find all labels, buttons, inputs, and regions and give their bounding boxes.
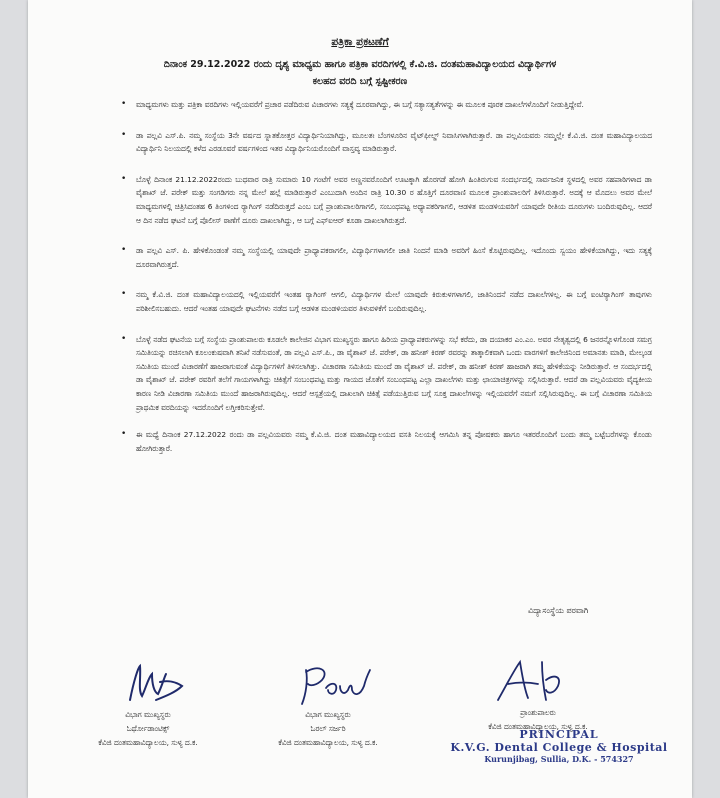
document-title: ಪತ್ರಿಕಾ ಪ್ರಕಟಣೆಗೆ bbox=[331, 36, 389, 48]
paragraph bbox=[28, 98, 692, 112]
signatory-title: ಪ್ರಾಂಶುಪಾಲರು bbox=[520, 708, 556, 717]
stamp-institution: K.V.G. Dental College & Hospital bbox=[450, 741, 668, 754]
paragraph bbox=[28, 288, 692, 315]
bullet-icon: • bbox=[121, 289, 127, 300]
stamp-address: Kurunjibag, Sullia, D.K. - 574327 bbox=[484, 754, 634, 764]
document-subtitle bbox=[98, 56, 622, 90]
bullet-icon: • bbox=[121, 429, 127, 440]
bullet-icon: • bbox=[121, 245, 127, 256]
signature-block-principal bbox=[458, 656, 618, 734]
document-page bbox=[28, 0, 692, 798]
paragraph-text: ನಮ್ಮ ಕೆ.ವಿ.ಜಿ. ದಂತ ಮಹಾವಿದ್ಯಾಲಯದಲ್ಲಿ ಇಲ್ಲಿಯವರೆಗೆ ಇಂತಹ ರ್‍ಯಾಗಿಂಗ್ ಆಗಲಿ, ವಿದ್ಯಾರ್ಥಿಗಳ ಮೇಲೆ ಯಾವುದೇ ಕಿರುಕುಳಗಳಾಗಲಿ, ಜಾತಿನಿಂದನೆ ನಡೆದ ದಾಖಲೆಗಳಿಲ್ಲ. ಈ ಬಗ್ಗೆ ಐಂಟಿರ್‍ಯಾಗಿಂಗ್ ತಾವುಗಳು ಪರಿಶೀಲಿಸಬಹುದು. ಆದರೆ ಇಂತಹ ಯಾವುದೇ ಘಟನೆಗಳು ನಡೆದ ಬಗ್ಗೆ ಆಡಳಿತ ಮಂಡಳಿಯವರ ತಿಳುವಳಿಕೆಗೆ ಬಂದಿರುವುದಿಲ್ಲ. bbox=[136, 290, 652, 313]
paragraph-text: ಈ ಮಧ್ಯೆ ದಿನಾಂಕ 27.12.2022 ರಂದು ಡಾ ಪಲ್ಲವಿಯವರು ನಮ್ಮ ಕೆ.ವಿ.ಜಿ. ದಂತ ಮಹಾವಿದ್ಯಾಲಯದ ವಸತಿ ನಿಲಯಕ್ಕೆ ಆಗಮಿಸಿ ತನ್ನ ಪೋಷಕರು ಹಾಗೂ ಇತರರೊಂದಿಗೆ ಬಂದು ತಮ್ಮ ಬಟ್ಟೆಬರೆಗಳನ್ನು ಕೊಂಡು ಹೋಗಿರುತ್ತಾರೆ. bbox=[136, 430, 652, 453]
paragraph-text: ಬೊಳ್ಳೆ ನಡೆದ ಘಟನೆಯ ಬಗ್ಗೆ ಸಂಸ್ಥೆಯ ಪ್ರಾಂಶುಪಾಲರು ಕೂಡಲೇ ಕಾಲೇಜಿನ ವಿಭಾಗ ಮುಖ್ಯಸ್ಥರು ಹಾಗೂ ಹಿರಿಯ ಪ್ರಾಧ್ಯಾಪಕರುಗಳನ್ನು ಸಭೆ ಕರೆದು, ಡಾ ದಯಾಕರ ಎಂ.ಎಂ. ಅವರ ನೇತೃತ್ವದಲ್ಲಿ 6 ಜನರನ್ನೊಳಗೊಂಡ ಸಮಗ್ರ ಸಮಿತಿಯನ್ನು ರಚಿಸಲಾಗಿ ಕೂಲಂಕುಷವಾಗಿ ತನಿಖೆ ನಡೆಸುವಂತೆ, ಡಾ ಪಲ್ಲವಿ ಎಸ್.ಪಿ., ಡಾ ವೈಶಾಖ್ ಜೆ. ಪರೇಕ್, ಡಾ ಹನೀಶ್ ಕಿರಣ್ ರವರನ್ನು ತಾತ್ಕಾಲಿಕವಾಗಿ ಒಂದು ವಾರಗಳಿಗೆ ಕಾಲೇಜಿನಿಂದ ಅಮಾನತು ಮಾಡಿ, ಮೇಲ್ಕಂಡ ಸಮಿತಿಯ ಮುಂದೆ ವಿಚಾರಣೆಗೆ ಹಾಜರಾಗುವಂತೆ ವಿದ್ಯಾರ್ಥಿಗಳಿಗೆ ತಿಳಿಸಲಾಗಿತ್ತು. ವಿಚಾರಣಾ ಸಮಿತಿಯ ಮುಂದೆ ಡಾ ವೈಶಾಖ್ ಜೆ. ಪರೇಕ್, ಡಾ ಹನೀಶ್ ಕಿರಣ್ ಹಾಜರಾಗಿ ತಮ್ಮ ಹೇಳಿಕೆಯನ್ನು ನೀಡಿರುತ್ತಾರೆ. ಆ ಸಂದರ್ಭದಲ್ಲಿ ಡಾ ವೈಶಾಖ್ ಜೆ. ಪರೇಕ್ ರವರಿಗೆ ತಲೆಗೆ ಗಾಯಗಳಾಗಿದ್ದು ಚಿಕಿತ್ಸೆಗೆ ಸಂಬಂಧಪಟ್ಟ ಮತ್ತು ಗಾಯದ ಜೊತೆಗೆ ಸಂಬಂಧಪಟ್ಟ ಎಲ್ಲಾ ದಾಖಲೆಗಳು ಮತ್ತು ಛಾಯಾಚಿತ್ರಗಳನ್ನು ಸಲ್ಲಿಸಿರುತ್ತಾರೆ. ಆದರೆ ಡಾ ಪಲ್ಲವಿಯವರು ವೈದ್ಯಕೀಯ ಕಾರಣ ನೀಡಿ ವಿಚಾರಣಾ ಸಮಿತಿಯ ಮುಂದೆ ಹಾಜರಾಗಿರುವುದಿಲ್ಲ. ಆದರೆ ಆಸ್ಪತ್ರೆಯಲ್ಲಿ ದಾಖಲಾಗಿ ಚಿಕಿತ್ಸೆ ಪಡೆಯುತ್ತಿರುವ ಬಗ್ಗೆ ಸೂಕ್ತ ದಾಖಲೆಗಳನ್ನು ಇಲ್ಲಿಯವರೆಗೆ ನಮಗೆ ಸಲ್ಲಿಸಿರುವುದಿಲ್ಲ. ಈ ಬಗ್ಗೆ ವಿಚಾರಣಾ ಸಮಿತಿಯ ಪ್ರಾಥಮಿಕ ವರದಿಯನ್ನು ಇದರೊಂದಿಗೆ ಲಗ್ತೀಕರಿಸುತ್ತೇವೆ. bbox=[136, 334, 652, 412]
subtitle-line-1: ದಿನಾಂಕ 29.12.2022 ರಂದು ದೃಶ್ಯ ಮಾಧ್ಯಮ ಹಾಗೂ ಪತ್ರಿಕಾ ವರದಿಗಳಲ್ಲಿ ಕೆ.ವಿ.ಜಿ. ದಂತಮಹಾವಿದ್ಯಾಲಯದ ವಿದ್ಯಾರ್ಥಿಗಳ bbox=[163, 59, 557, 70]
stamp-title: PRINCIPAL bbox=[519, 728, 599, 741]
on-behalf-label: ವಿದ್ಯಾಸಂಸ್ಥೆಯ ಪರವಾಗಿ bbox=[528, 606, 589, 615]
bullet-icon: • bbox=[121, 333, 127, 344]
paragraph-text: ಮಾಧ್ಯಮಗಳು ಮತ್ತು ಪತ್ರಿಕಾ ವರದಿಗಳು ಇಲ್ಲಿಯವರೆಗೆ ಪ್ರಚಾರ ಪಡೆದಿರುವ ವಿಚಾರಗಳು ಸತ್ಯಕ್ಕೆ ದೂರವಾಗಿದ್ದು, ಈ ಬಗ್ಗೆ ಸತ್ಯಾಸತ್ಯತೆಗಳನ್ನು ಈ ಮೂಲಕ ಪೂರಕ ದಾಖಲೆಗಳೊಂದಿಗೆ ನೀಡುತ್ತಿದ್ದೇವೆ. bbox=[136, 100, 584, 109]
bullet-icon: • bbox=[121, 99, 127, 109]
signatory-department: ಓರಲ್ ಸರ್ಜರಿ bbox=[310, 724, 346, 733]
bullet-icon: • bbox=[121, 173, 127, 184]
signatory-title: ವಿಭಾಗ ಮುಖ್ಯಸ್ಥರು bbox=[305, 710, 351, 719]
principal-stamp bbox=[444, 728, 674, 764]
signatory-institution: ಕೆವಿಜಿ ದಂತಮಹಾವಿದ್ಯಾಲಯ, ಸುಳ್ಯ ದ.ಕ. bbox=[278, 738, 378, 747]
paragraph-text: ಡಾ ಪಲ್ಲವಿ ಎಸ್.ಪಿ. ನಮ್ಮ ಸಂಸ್ಥೆಯ 3ನೇ ವರ್ಷದ ಸ್ನಾತಕೋತ್ತರ ವಿದ್ಯಾರ್ಥಿನಿಯಾಗಿದ್ದು, ಮೂಲತಃ ಬೆಂಗಳೂರಿನ ವೈಟ್‌ಫೀಲ್ಡ್ ನಿವಾಸಿಗಳಾಗಿರುತ್ತಾರೆ. ಡಾ ಪಲ್ಲವಿಯವರು ನಮ್ಮಲ್ಲೇ ಕೆ.ವಿ.ಜಿ. ದಂತ ಮಹಾವಿದ್ಯಾಲಯದ ವಿದ್ಯಾರ್ಥಿನಿ ನಿಲಯದಲ್ಲಿ ಕಳೆದ ಎರಡೂವರೆ ವರ್ಷಗಳಿಂದ ಇತರ ವಿದ್ಯಾರ್ಥಿನಿಯರೊಂದಿಗೆ ವಾಸ್ತವ್ಯ ಮಾಡಿರುತ್ತಾರೆ. bbox=[136, 130, 652, 154]
handwritten-signature bbox=[68, 660, 228, 708]
paragraph-text: ಬೊಳ್ಳೆ ದಿನಾಂಕ 21.12.2022ರಂದು ಬುಧವಾರ ರಾತ್ರಿ ಸುಮಾರು 10 ಗಂಟೆಗೆ ಅವರ ಅಣ್ಣನವರೊಂದಿಗೆ ಊಟಕ್ಕಾಗಿ ಹೊರಗಡೆ ಹೋಗಿ ಹಿಂತಿರುಗುವ ಸಂದರ್ಭದಲ್ಲಿ ಸಾರ್ವಜನಿಕ ಸ್ಥಳದಲ್ಲಿ ಅವರ ಸಹಪಾಠಿಗಳಾದ ಡಾ ವೈಶಾಖ್ ಜೆ. ಪರೇಕ್ ಮತ್ತು ಸಂಗಡಿಗರು ನನ್ನ ಮೇಲೆ ಹಲ್ಲೆ ಮಾಡಿರುತ್ತಾರೆ ಎಂಬುದಾಗಿ ಅಂದಿನ ರಾತ್ರಿ 10.30 ರ ಹೊತ್ತಿಗೆ ದೂರವಾಣಿ ಮೂಲಕ ಪ್ರಾಂಶುಪಾಲರಿಗೆ ತಿಳಿಸಿರುತ್ತಾರೆ. ಅದಕ್ಕೆ ಆ ಮೊದಲು ಅವರ ಮೇಲೆ ಮಾಧ್ಯಮಗಳಲ್ಲಿ ಚಿತ್ರಿಸಿದಂತಹ 6 ತಿಂಗಳಿಂದ ರ್‍ಯಾಗಿಂಗ್ ನಡೆದಿರುತ್ತದೆ ಎಂಬ ಬಗ್ಗೆ ಪ್ರಾಂಶುಪಾಲರಿಗಾಗಲಿ, ಸಂಬಂಧಪಟ್ಟ ಅಧ್ಯಾಪಕರಿಗಾಗಲಿ, ಆಡಳಿತ ಮಂಡಳಿಯವರಿಗೆ ಯಾವುದೇ ರೀತಿಯ ದೂರುಗಳು ಬಂದಿರುವುದಿಲ್ಲ. ಆದರೆ ಆ ದಿನ ನಡೆದ ಘಟನೆ ಬಗ್ಗೆ ಪೊಲೀಸ್ ಠಾಣೆಗೆ ದೂರು ದಾಖಲಾಗಿದ್ದು, ಆ ಬಗ್ಗೆ ಎಫ್ಐಆರ್ ಕೂಡಾ ದಾಖಲಾಗಿರುತ್ತದೆ. bbox=[136, 174, 652, 225]
signature-block-orthodontics bbox=[68, 660, 228, 750]
document-body bbox=[28, 98, 692, 455]
signatory-department: ಓರ್ಥೋಡಾಂಟಿಕ್ಸ್ bbox=[126, 724, 170, 733]
paragraph bbox=[28, 428, 692, 455]
subtitle-line-2: ಕಲಹದ ವರದಿ ಬಗ್ಗೆ ಸ್ಪಷ್ಟೀಕರಣ bbox=[312, 76, 408, 87]
paragraph bbox=[28, 173, 692, 227]
signature-block-oral-surgery bbox=[248, 660, 408, 750]
signatory-institution: ಕೆವಿಜಿ ದಂತಮಹಾವಿದ್ಯಾಲಯ, ಸುಳ್ಯ ದ.ಕ. bbox=[488, 722, 588, 731]
handwritten-signature bbox=[248, 660, 408, 708]
signatory-institution: ಕೆವಿಜಿ ದಂತಮಹಾವಿದ್ಯಾಲಯ, ಸುಳ್ಯ ದ.ಕ. bbox=[98, 738, 198, 747]
paragraph bbox=[28, 333, 692, 415]
handwritten-signature bbox=[458, 656, 618, 706]
paragraph bbox=[28, 129, 692, 156]
paragraph-text: ಡಾ ಪಲ್ಲವಿ ಎಸ್. ಪಿ. ಹೇಳಿಕೊಂಡಂತೆ ನಮ್ಮ ಸಂಸ್ಥೆಯಲ್ಲಿ ಯಾವುದೇ ಪ್ರಾಧ್ಯಾಪಕರಾಗಲೀ, ವಿದ್ಯಾರ್ಥಿಗಳಾಗಲೀ ಜಾತಿ ನಿಂದನೆ ಮಾಡಿ ಅವರಿಗೆ ಹಿಂಸೆ ಕೊಟ್ಟಿರುವುದಿಲ್ಲ. ಇದೊಂದು ಸ್ವಯಂ ಹೇಳಿಕೆಯಾಗಿದ್ದು, ಇದು ಸತ್ಯಕ್ಕೆ ದೂರವಾಗಿರುತ್ತದೆ. bbox=[136, 246, 652, 269]
bullet-icon: • bbox=[121, 129, 127, 140]
paragraph bbox=[28, 244, 692, 271]
signatory-title: ವಿಭಾಗ ಮುಖ್ಯಸ್ಥರು bbox=[125, 710, 171, 719]
